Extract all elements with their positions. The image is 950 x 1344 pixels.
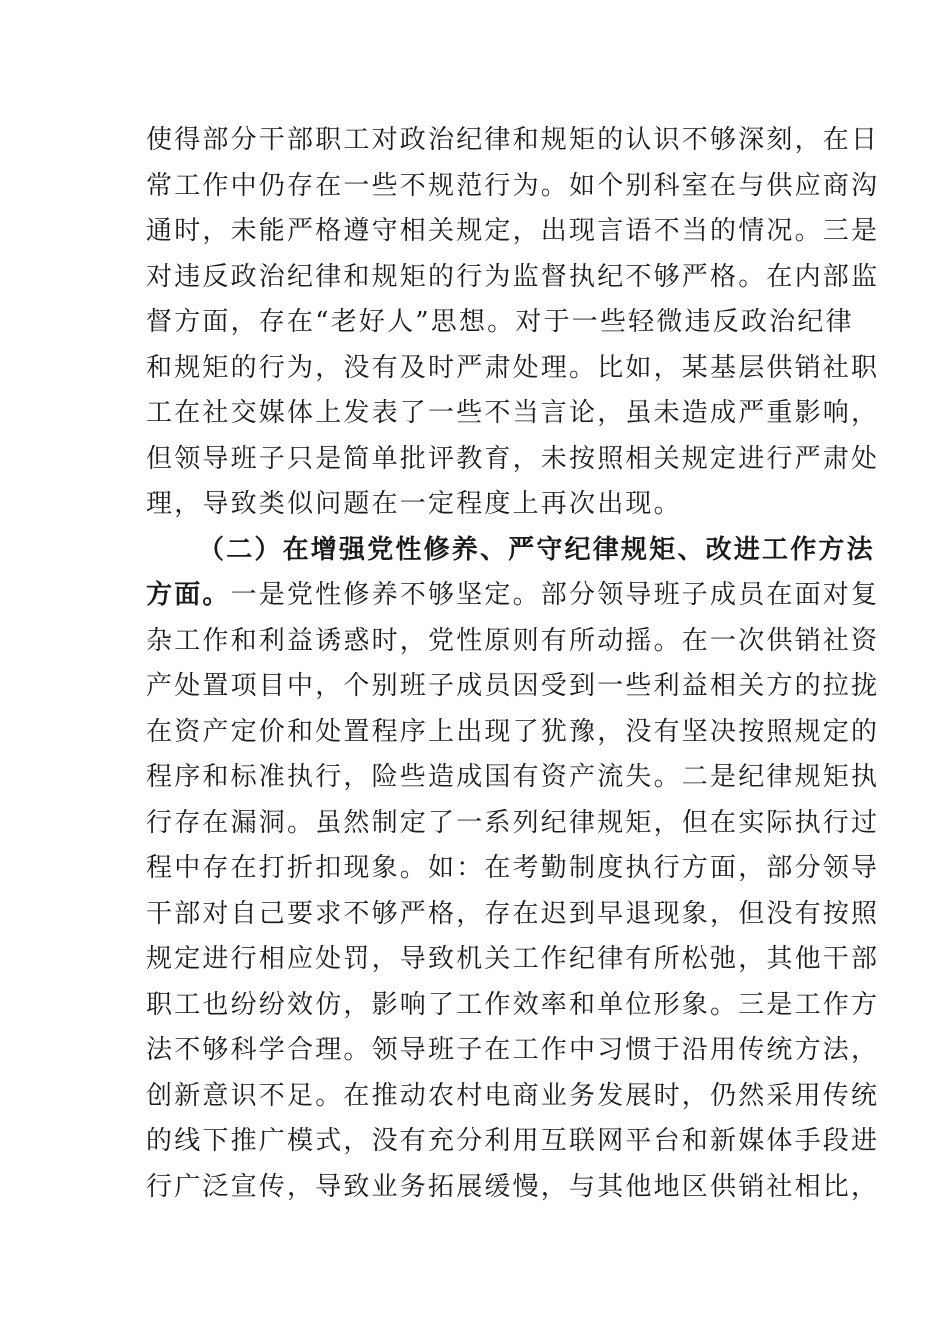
text-line: 但领导班子只是简单批评教育，未按照相关规定进行严肃处 xyxy=(146,443,880,474)
text-line: 干部对自己要求不够严格，存在迟到早退现象，但没有按照 xyxy=(146,898,880,929)
text-line: 理，导致类似问题在一定程度上再次出现。 xyxy=(146,489,682,519)
text-line: 杂工作和利益诱惑时，党性原则有所动摇。在一次供销社资 xyxy=(146,625,880,656)
text-line: 对违反政治纪律和规矩的行为监督执纪不够严格。在内部监 xyxy=(146,261,880,292)
text-line: 工在社交媒体上发表了一些不当言论，虽未造成严重影响， xyxy=(146,398,880,428)
text-line: 在资产定价和处置程序上出现了犹豫，没有坚决按照规定的 xyxy=(146,716,880,747)
body-text xyxy=(146,118,880,1210)
text-line: 程序和标准执行，险些造成国有资产流失。二是纪律规矩执 xyxy=(146,762,880,792)
text-line: 创新意识不足。在推动农村电商业务发展时，仍然采用传统 xyxy=(146,1080,880,1111)
section-heading-line: （二）在增强党性修养、严守纪律规矩、改进工作方法 xyxy=(198,534,875,565)
text-line: 职工也纷纷效仿，影响了工作效率和单位形象。三是工作方 xyxy=(146,989,880,1020)
text-line: 行广泛宣传，导致业务拓展缓慢，与其他地区供销社相比， xyxy=(146,1171,880,1202)
text-line: 法不够科学合理。领导班子在工作中习惯于沿用传统方法， xyxy=(146,1035,880,1065)
text-line: 常工作中仍存在一些不规范行为。如个别科室在与供应商沟 xyxy=(146,170,880,201)
text-line: 产处置项目中，个别班子成员因受到一些利益相关方的拉拢 xyxy=(146,671,880,701)
text-line: 规定进行相应处罚，导致机关工作纪律有所松弛，其他干部 xyxy=(146,944,880,974)
text-line: 使得部分干部职工对政治纪律和规矩的认识不够深刻，在日 xyxy=(146,125,880,155)
text-line: 行存在漏洞。虽然制定了一系列纪律规矩，但在实际执行过 xyxy=(146,807,880,838)
text-line: 督方面，存在“老好人”思想。对于一些轻微违反政治纪律 xyxy=(146,307,854,337)
section-heading-tail: 方面。 xyxy=(146,580,231,610)
text-line xyxy=(146,573,880,619)
text-run: 一是党性修养不够坚定。部分领导班子成员在面对复 xyxy=(230,580,880,610)
text-line: 的线下推广模式，没有充分利用互联网平台和新媒体手段进 xyxy=(146,1126,880,1156)
text-line: 通时，未能严格遵守相关规定，出现言语不当的情况。三是 xyxy=(146,216,880,246)
text-line: 和规矩的行为，没有及时严肃处理。比如，某基层供销社职 xyxy=(146,352,880,383)
text-line: 程中存在打折扣现象。如：在考勤制度执行方面，部分领导 xyxy=(146,853,880,883)
